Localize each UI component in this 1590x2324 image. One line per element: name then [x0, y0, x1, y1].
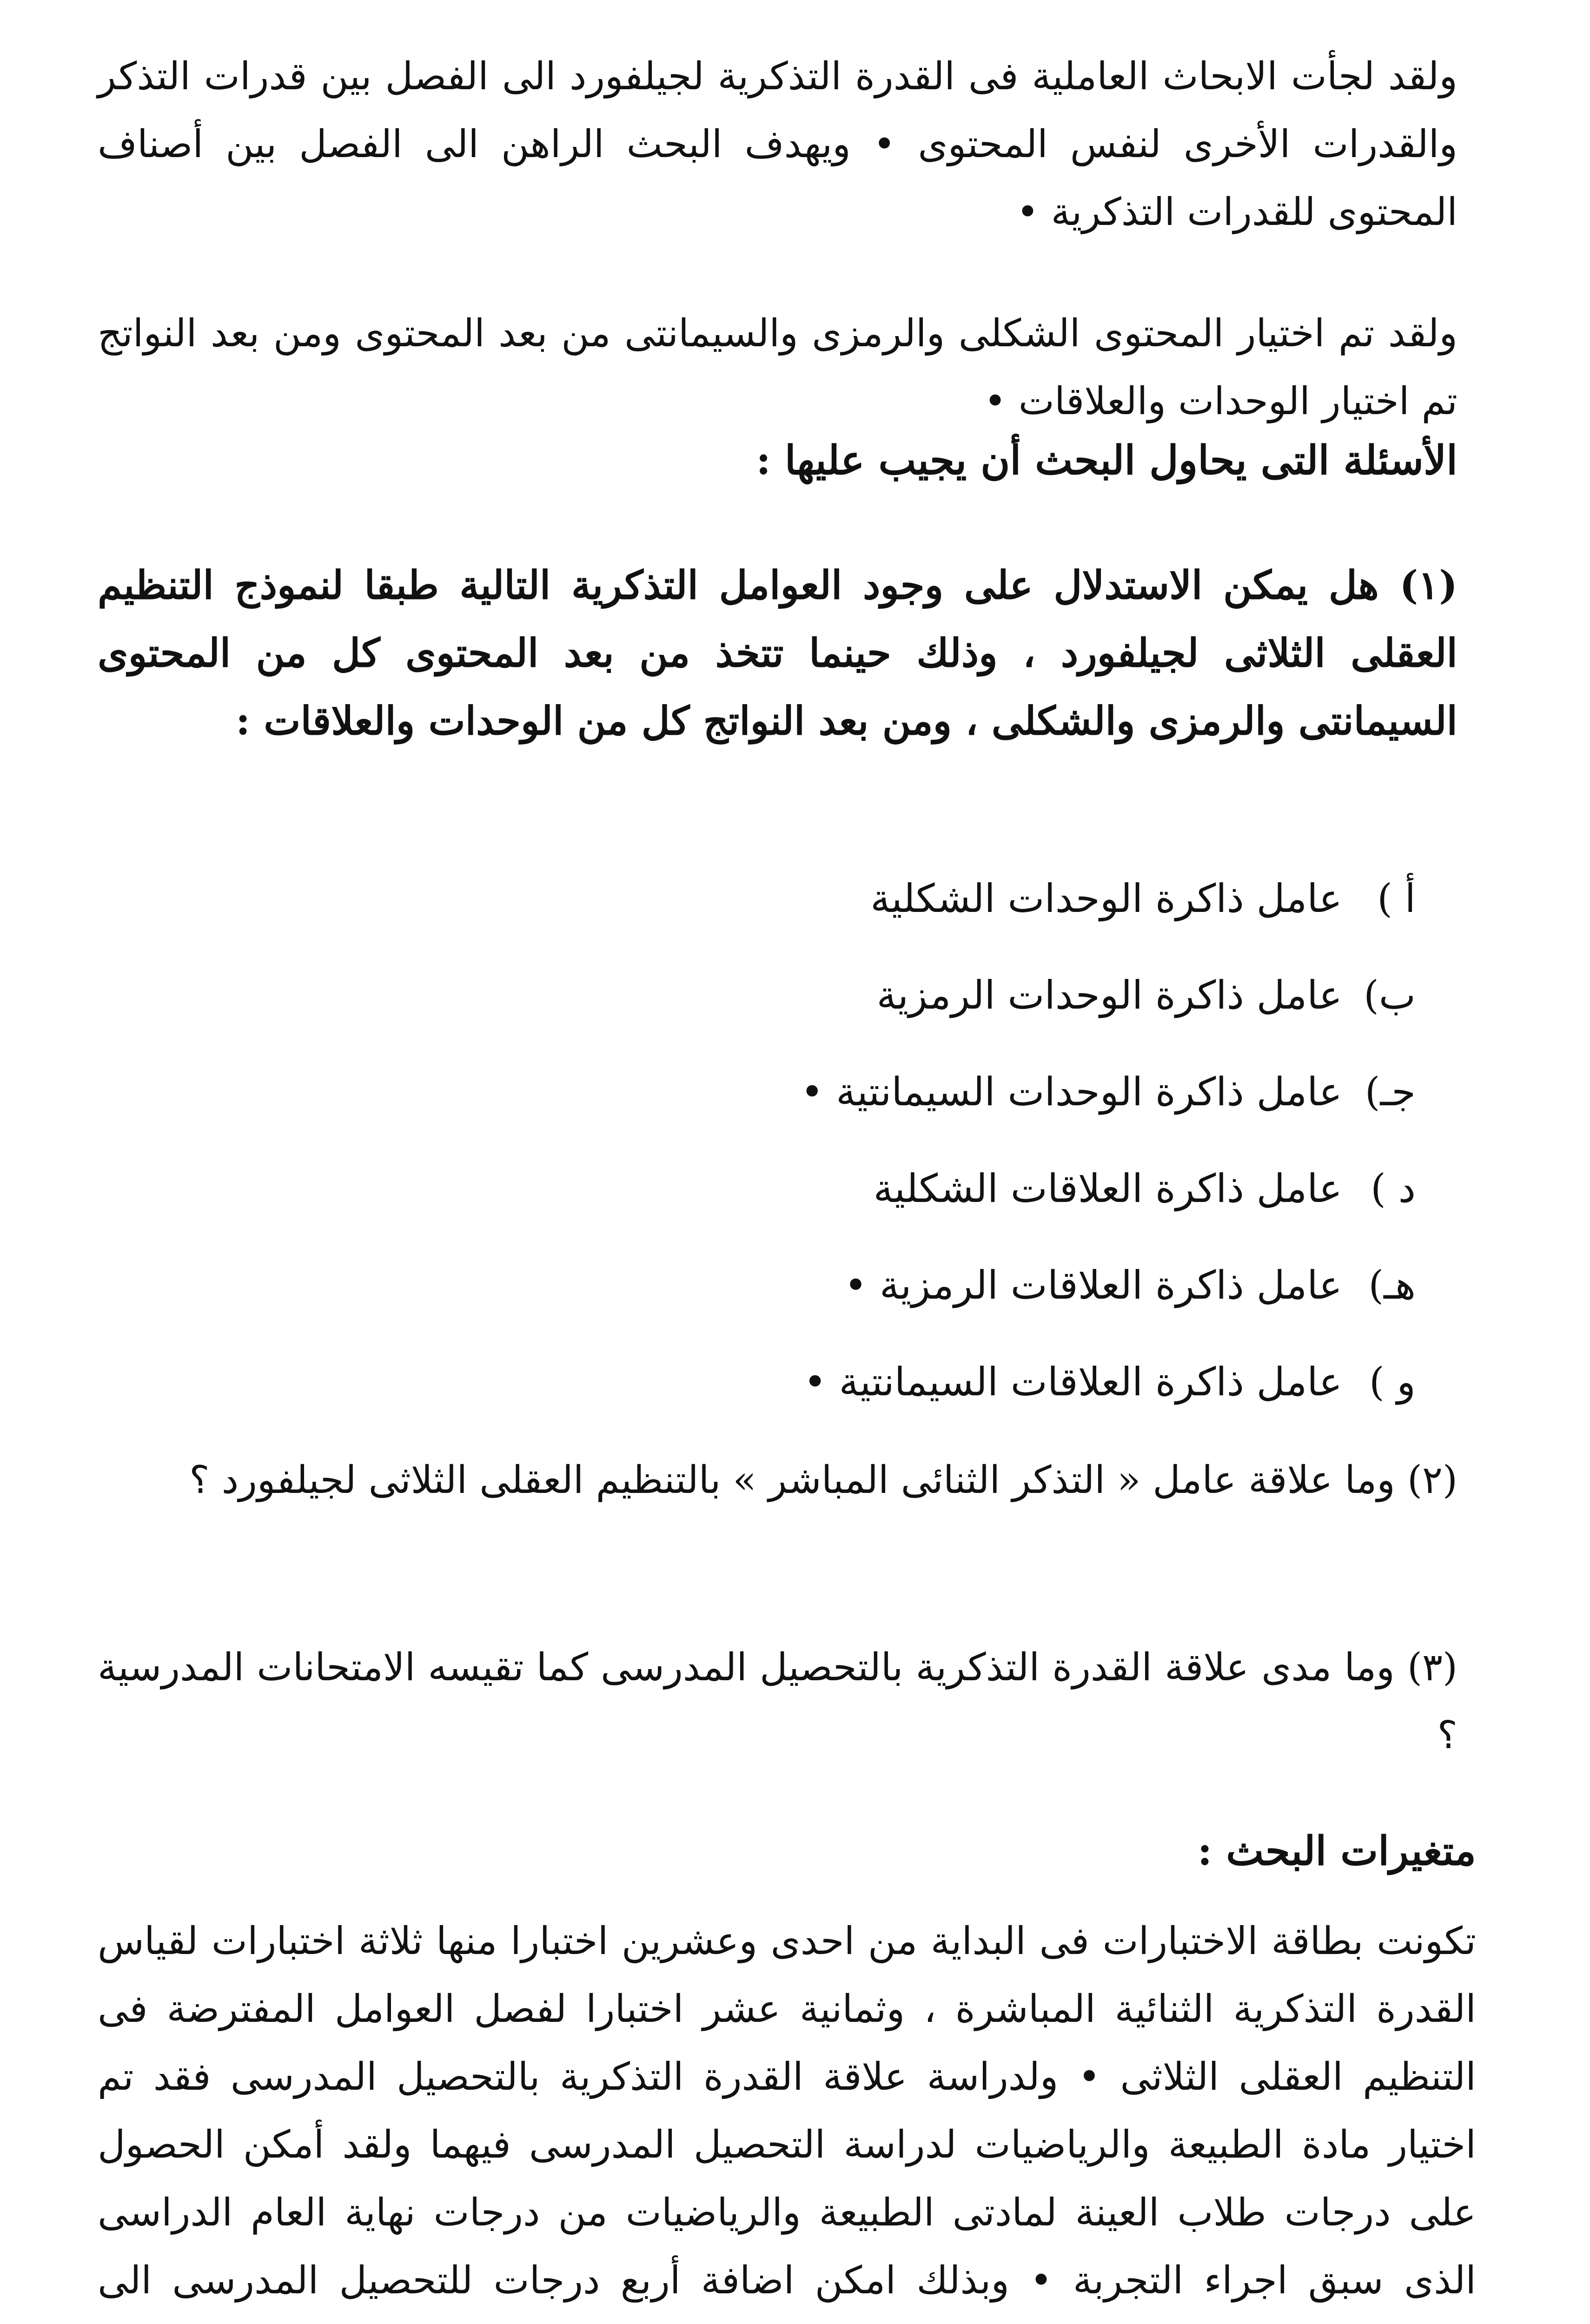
question-1: (١) هل يمكن الاستدلال على وجود العوامل التذكرية التالية طبقا لنموذج التنظيم العقلى الثلاثى لجيلفورد ، وذلك حينما تتخذ من بعد المحتوى كل من المحتوى السيمانتى والرمزى والشكلى ، ومن بعد النواتج كل من الوحدات والعلاقات :	[98, 562, 1458, 744]
factor-item-w	[393, 1348, 1416, 1445]
variables-paragraph: تكونت بطاقة الاختبارات فى البداية من احدى وعشرين اختبارا منها ثلاثة اختبارات لقياس القدرة التذكرية الثنائية المباشرة ، وثمانية عشر اختبارا لفصل العوامل المفترضة فى التنظيم العقلى الثلاثى • ولدراسة علاقة القدرة التذكرية بالتحصيل المدرسى فقد تم اختيار مادة الطبيعة والرياضيات لدراسة التحصيل المدرسى فيهما ولقد أمكن الحصول على درجات طلاب العينة لمادتى الطبيعة والرياضيات من درجات نهاية العام الدراسى الذى سبق اجراء التجربة • وبذلك امكن اضافة أربع درجات للتحصيل المدرسى الى	[98, 1919, 1476, 2303]
factor-item-h	[393, 1251, 1416, 1348]
intro-paragraph: ولقد لجأت الابحاث العاملية فى القدرة التذكرية لجيلفورد الى الفصل بين قدرات التذكر والقدرات الأخرى لنفس المحتوى • ويهدف البحث الراهن الى الفصل بين أصناف المحتوى للقدرات التذكرية •	[98, 54, 1458, 234]
factor-letter: ب)	[1364, 972, 1416, 1018]
selection-paragraph: ولقد تم اختيار المحتوى الشكلى والرمزى والسيمانتى من بعد المحتوى ومن بعد النواتج تم اختيار الوحدات والعلاقات •	[98, 311, 1458, 423]
question-3: (٣) وما مدى علاقة القدرة التذكرية بالتحصيل المدرسى كما تقيسه الامتحانات المدرسية ؟	[98, 1645, 1458, 1757]
factor-text: عامل ذاكرة الوحدات السيمانتية •	[800, 1069, 1342, 1115]
factor-letter: أ )	[1377, 876, 1416, 921]
factor-letter: هـ)	[1368, 1262, 1416, 1308]
memory-factors-list	[393, 865, 1416, 1445]
factor-letter: د )	[1371, 1166, 1416, 1211]
question-2: (٢) وما علاقة عامل « التذكر الثنائى المباشر » بالتنظيم العقلى الثلاثى لجيلفورد ؟	[189, 1458, 1458, 1502]
variables-heading: متغيرات البحث :	[1197, 1828, 1476, 1875]
factor-text: عامل ذاكرة العلاقات الشكلية	[873, 1166, 1342, 1211]
factor-text: عامل ذاكرة الوحدات الرمزية	[876, 972, 1342, 1018]
factor-text: عامل ذاكرة الوحدات الشكلية	[870, 876, 1342, 921]
factor-item-d	[393, 1155, 1416, 1251]
factor-item-a	[393, 865, 1416, 961]
factor-letter: جـ)	[1365, 1069, 1416, 1115]
factor-text: عامل ذاكرة العلاقات الرمزية •	[844, 1262, 1342, 1308]
factor-item-j	[393, 1058, 1416, 1155]
factor-letter: و )	[1369, 1359, 1416, 1405]
factor-item-b	[393, 961, 1416, 1058]
questions-heading: الأسئلة التى يحاول البحث أن يجيب عليها :	[756, 437, 1458, 484]
factor-text: عامل ذاكرة العلاقات السيمانتية •	[803, 1359, 1342, 1405]
